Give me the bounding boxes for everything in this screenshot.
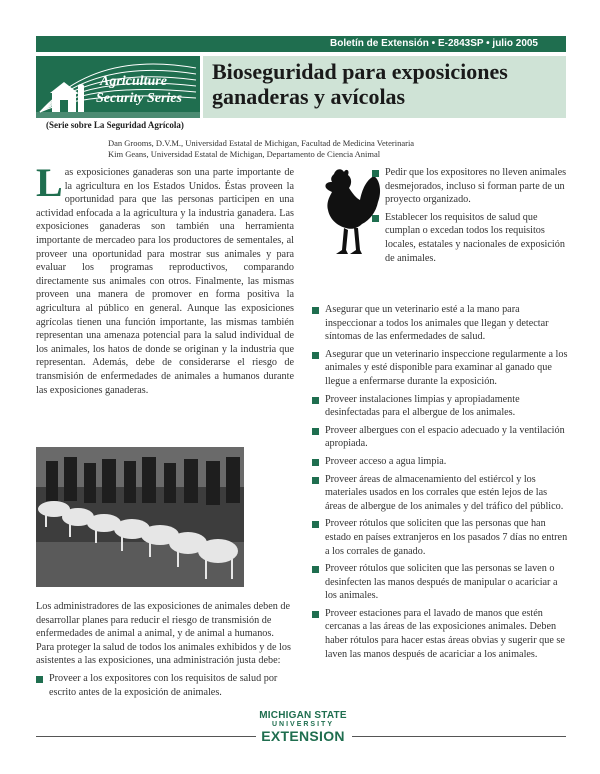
list-item: Proveer a los expositores con los requisitos de salud por escrito antes de la exposición de animales.: [36, 672, 294, 699]
intro-paragraph: [36, 160, 294, 397]
list-item: Proveer acceso a agua limpia.: [312, 455, 568, 469]
page-title: Bioseguridad para exposiciones ganaderas y avícolas: [212, 59, 508, 109]
drop-cap: L: [36, 160, 63, 205]
bullet-list-top: [372, 166, 568, 269]
msu-extension-logo: [258, 710, 348, 744]
logo-line1: Agriculture: [100, 74, 167, 89]
admin-section: [36, 600, 294, 699]
list-item: Proveer instalaciones limpias y apropiadamente desinfectadas para el albergue de los animales.: [312, 393, 568, 420]
list-item: Proveer estaciones para el lavado de manos que estén cercanas a las áreas de las exposiciones animales. Deben haber rótulos para hacer estas áreas obvias y sugerir que se laven las manos después de acariciar a los animales.: [312, 607, 568, 661]
msu-line1: MICHIGAN STATE: [259, 710, 347, 721]
list-item: Asegurar que un veterinario inspeccione regularmente a los animales y esté disponible para examinar al ganado que llegue a enfermarse durante la exposición.: [312, 348, 568, 389]
list-item: Pedir que los expositores no lleven animales desmejorados, incluso si forman parte de un proyecto organizado.: [372, 166, 568, 207]
list-item: Asegurar que un veterinario esté a la mano para inspeccionar a todos los animales que llegan y detectar síntomas de las enfermedades de salud.: [312, 303, 568, 344]
intro-text: as exposiciones ganaderas son una parte importante de la agricultura en los Estados Unidos. Éstas proveen la oportunidad para que las personas participen en una actividad enfocada a la agricultura y la industria ganadera. Las exposiciones ganaderas son también una herramienta importante de mercadeo para los productores de sementales, al proveer una oportunidad para mostrar sus animales y para evaluar los programas reproductivos, comparando directamente sus animales con otros. Finalmente, las mismas proveen una manera de promover en forma positiva la agricultura al público en general. Aunque las exposiciones agrícolas tienen una función importante, las mismas también representan una amenaza potencial para la salud individual de los animales, los hatos de donde se originan y la industria que representan. Además, debe de considerarse el riesgo de transmisión de enfermedades de animales a humanos durante las exposiciones ganaderas.: [36, 167, 294, 396]
logo-line2: Security Series: [96, 91, 182, 106]
author-line: Dan Grooms, D.V.M., Universidad Estatal de Michigan, Facultad de Medicina Veterinaria: [108, 138, 415, 148]
list-item: Establecer los requisitos de salud que cumplan o excedan todos los requisitos locales, estatales y nacionales de exposición de animales.: [372, 211, 568, 265]
msu-line3: EXTENSION: [261, 728, 345, 744]
list-item: Proveer rótulos que soliciten que las personas se laven o desinfecten las manos después de manipular o acariciar a los animales.: [312, 562, 568, 603]
msu-line2: UNIVERSITY: [271, 721, 334, 728]
footer-rule-left: [36, 736, 256, 737]
sheep-show-photo: [36, 447, 244, 587]
agriculture-security-logo: [36, 56, 200, 118]
bullet-list: [312, 303, 568, 665]
list-item: Proveer áreas de almacenamiento del estiércol y los materiales usados en los corrales que estén lejos de las áreas de albergue de los animales y del tráfico del público.: [312, 473, 568, 514]
bulletin-bar: [36, 36, 566, 52]
footer-rule-right: [352, 736, 566, 737]
author-line: Kim Geans, Universidad Estatal de Michigan, Departamento de Ciencia Animal: [108, 149, 381, 159]
authors: [108, 138, 568, 160]
bulletin-text: Boletín de Extensión • E-2843SP • julio 2005: [330, 38, 538, 49]
admin-paragraph: Los administradores de las exposiciones de animales deben de desarrollar planes para reducir el riesgo de transmisión de enfermedades de animal a animal, y de animal a humanos. Para proteger la salud de todos los animales exhibidos y de los asistentes a las exposiciones, una administración justa debe:: [36, 601, 291, 667]
list-item: Proveer rótulos que soliciten que las personas que han estado en países extranjeros en los pasados 7 días no entren a los corrales de ganado.: [312, 517, 568, 558]
series-note: (Serie sobre La Seguridad Agrícola): [46, 120, 184, 130]
list-item: Proveer albergues con el espacio adecuado y la ventilación apropiada.: [312, 424, 568, 451]
